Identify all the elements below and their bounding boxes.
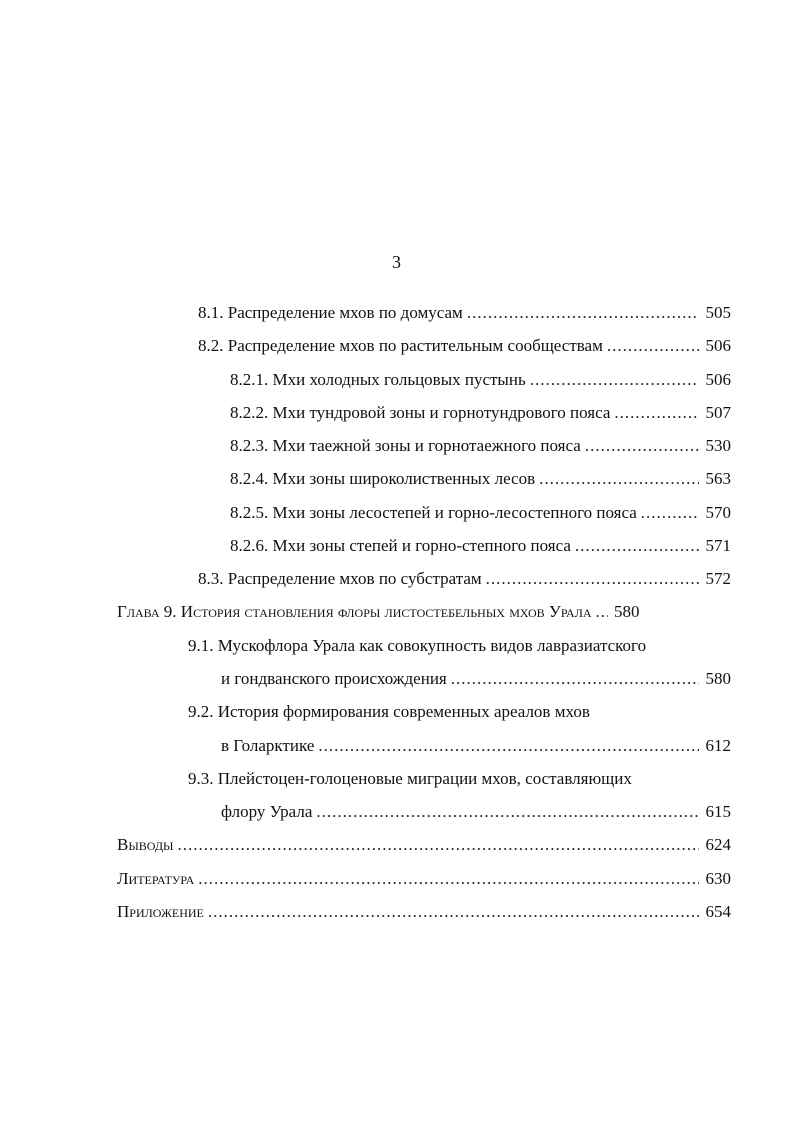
toc-leader-dots xyxy=(467,300,699,326)
toc-leader-dots xyxy=(318,733,699,759)
toc-leader-dots xyxy=(641,500,699,526)
toc-entry-8-2-3 xyxy=(230,433,731,459)
toc-entry-page: 630 xyxy=(705,869,731,888)
toc-entry-8-2 xyxy=(198,333,731,359)
toc-entry-9-2-line1: 9.2. История формирования современных ареалов мхов xyxy=(188,702,590,721)
toc-entry-8-2-4 xyxy=(230,466,731,492)
toc-entry-title: 8.2.2. Мхи тундровой зоны и горнотундрового пояса xyxy=(230,403,611,422)
toc-entry-page: 507 xyxy=(705,403,731,422)
toc-entry-page: 506 xyxy=(705,370,731,389)
toc-leader-dots xyxy=(316,799,699,825)
toc-entry-9-3-line2 xyxy=(221,799,731,825)
toc-entry-8-2-2 xyxy=(230,400,731,426)
toc-entry-title: 8.1. Распределение мхов по домусам xyxy=(198,303,463,322)
toc-entry-page: 570 xyxy=(705,503,731,522)
toc-entry-9-3-line1: 9.3. Плейстоцен-голоценовые миграции мхов, составляющих xyxy=(188,769,632,788)
toc-entry-page: 530 xyxy=(705,436,731,455)
page-number: 3 xyxy=(392,252,401,272)
toc-leader-dots xyxy=(198,866,699,892)
toc-entry-8-2-6 xyxy=(230,533,731,559)
toc-entry-page: 615 xyxy=(705,802,731,821)
toc-entry-8-1 xyxy=(198,300,731,326)
toc-entry-title: 8.2.4. Мхи зоны широколиственных лесов xyxy=(230,469,536,488)
toc-entry-page: 624 xyxy=(705,835,731,854)
toc-leader-dots xyxy=(607,333,699,359)
toc-leader-dots xyxy=(585,433,699,459)
toc-entry-title: Приложение xyxy=(117,902,204,921)
toc-entry-title: Глава 9. История становления флоры листостебельных мхов Урала xyxy=(117,602,592,621)
toc-leader-dots xyxy=(530,367,699,393)
toc-entry-8-2-1 xyxy=(230,367,731,393)
toc-entry-page: 612 xyxy=(705,736,731,755)
toc-entry-title: 8.3. Распределение мхов по субстратам xyxy=(198,569,482,588)
toc-leader-dots xyxy=(208,899,699,925)
toc-entry-8-3 xyxy=(198,566,731,592)
toc-entry-9-1-line1: 9.1. Мускофлора Урала как совокупность видов лавразиатского xyxy=(188,636,647,655)
toc-entry-title: Литература xyxy=(117,869,195,888)
toc-leader-dots xyxy=(575,533,699,559)
toc-entry-9-1-line2 xyxy=(221,666,731,692)
toc-entry-title: 8.2.6. Мхи зоны степей и горно-степного пояса xyxy=(230,536,571,555)
toc-entry-page: 580 xyxy=(705,669,731,688)
toc-entry-title: в Голарктике xyxy=(221,736,315,755)
toc-entry-page: 571 xyxy=(705,536,731,555)
toc-leader-dots xyxy=(596,599,608,625)
toc-entry-literature xyxy=(117,866,731,892)
toc-entry-page: 505 xyxy=(705,303,731,322)
toc-leader-dots xyxy=(539,466,699,492)
toc-entry-appendix xyxy=(117,899,731,925)
toc-leader-dots xyxy=(178,832,699,858)
toc-entry-page: 563 xyxy=(705,469,731,488)
toc-entry-page: 654 xyxy=(705,902,731,921)
toc-entry-8-2-5 xyxy=(230,500,731,526)
toc-entry-title: 8.2. Распределение мхов по растительным сообществам xyxy=(198,336,603,355)
toc-entry-title: Выводы xyxy=(117,835,174,854)
toc-entry-page: 580 xyxy=(614,602,640,621)
toc-entry-chapter-9 xyxy=(117,599,731,625)
toc-entry-9-2-line2 xyxy=(221,733,731,759)
toc-leader-dots xyxy=(614,400,699,426)
toc-entry-title: 8.2.3. Мхи таежной зоны и горнотаежного пояса xyxy=(230,436,581,455)
toc-entry-conclusions xyxy=(117,832,731,858)
toc-entry-title: 8.2.5. Мхи зоны лесостепей и горно-лесостепного пояса xyxy=(230,503,637,522)
toc-entry-title: и гондванского происхождения xyxy=(221,669,447,688)
toc-entry-page: 572 xyxy=(705,569,731,588)
toc-entry-page: 506 xyxy=(705,336,731,355)
toc-entry-title: 8.2.1. Мхи холодных гольцовых пустынь xyxy=(230,370,526,389)
toc-leader-dots xyxy=(486,566,699,592)
toc-leader-dots xyxy=(451,666,699,692)
toc-entry-title: флору Урала xyxy=(221,802,313,821)
